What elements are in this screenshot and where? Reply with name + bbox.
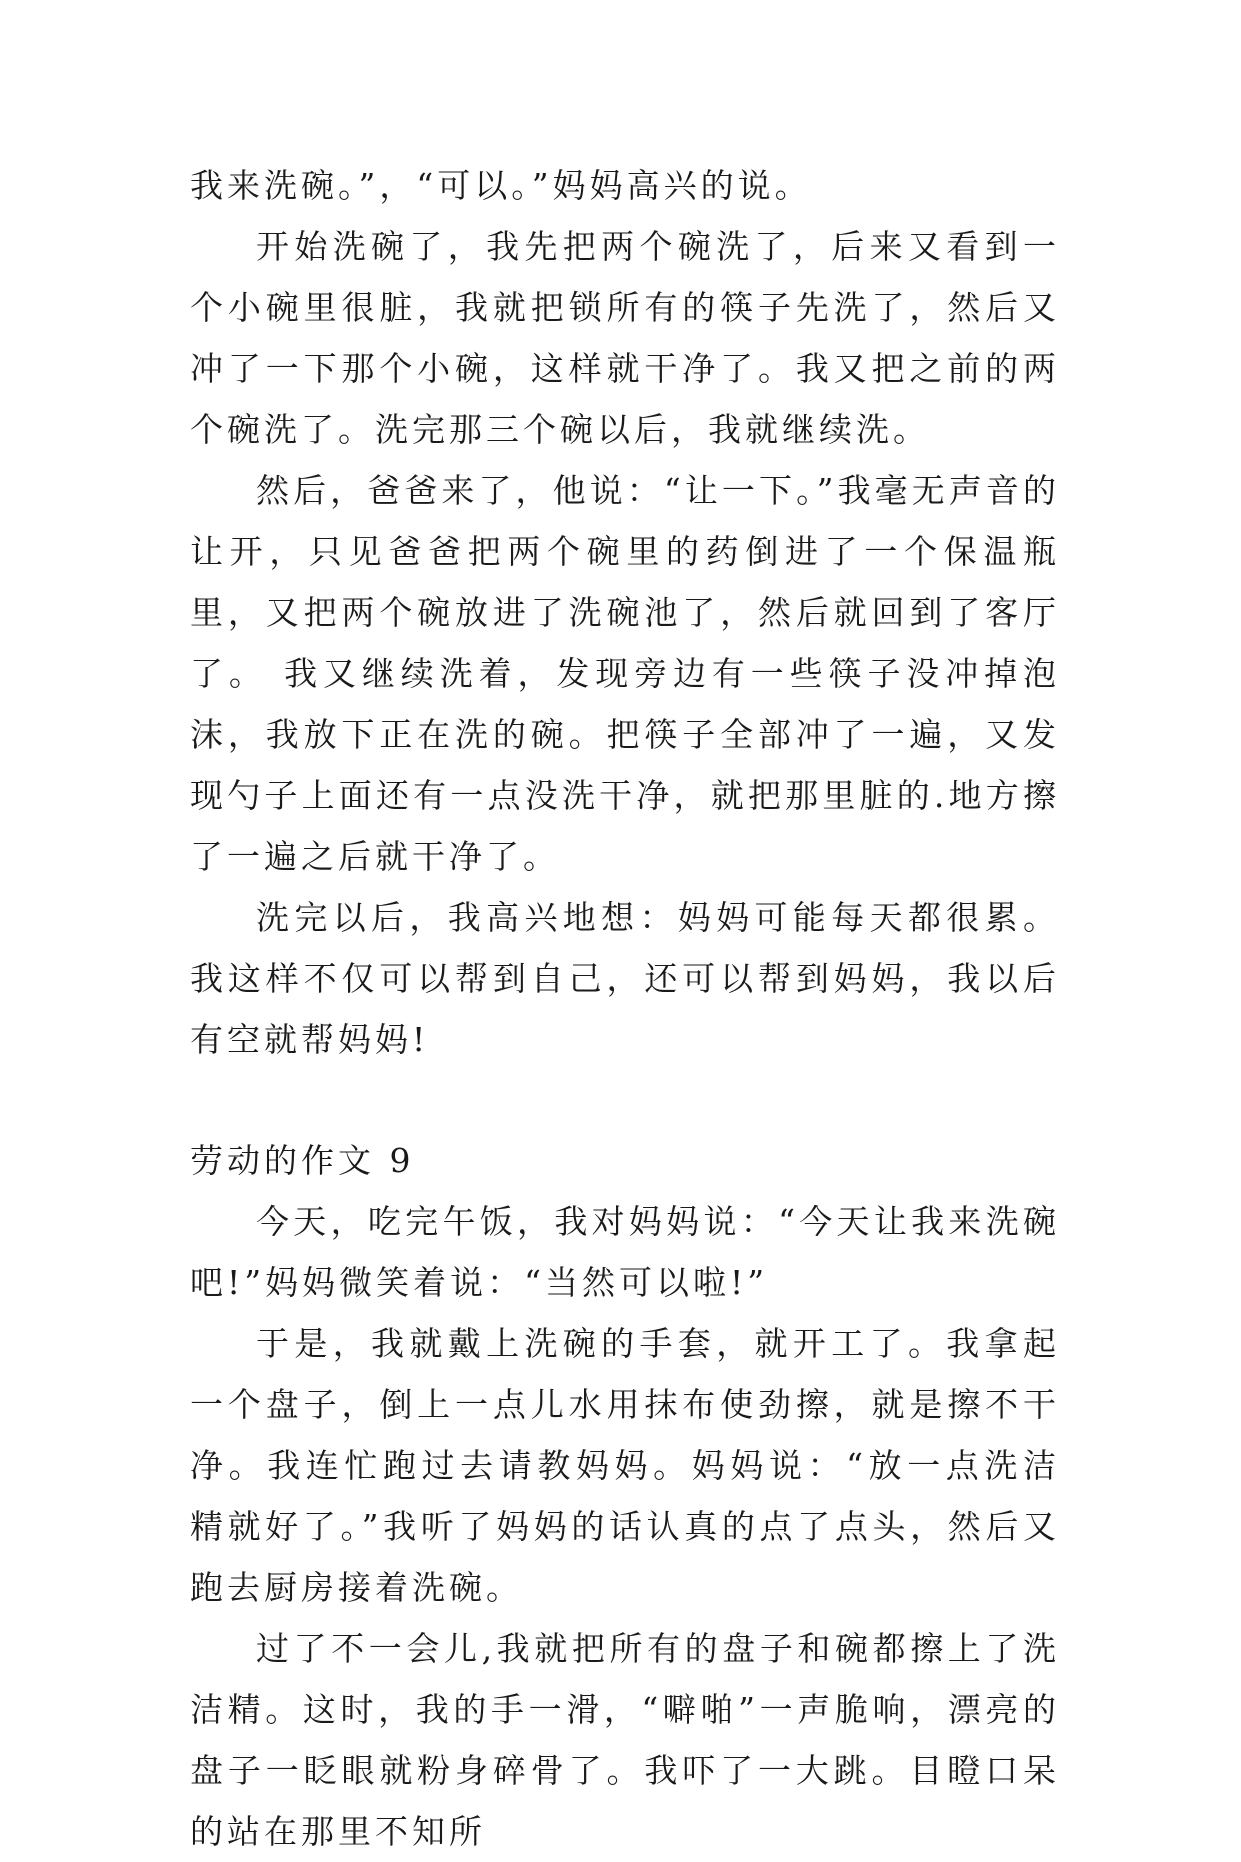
paragraph-4: 洗完以后，我高兴地想：妈妈可能每天都很累。我这样不仅可以帮到自己，还可以帮到妈妈，我以后有空就帮妈妈! — [190, 898, 1060, 1059]
paragraph-7: 过了不一会儿,我就把所有的盘子和碗都擦上了洗洁精。这时，我的手一滑，“噼啪”一声脆响，漂亮的盘子一眨眼就粉身碎骨了。我吓了一大跳。目瞪口呆的站在那里不知所 — [190, 1629, 1060, 1851]
section-gap — [190, 1070, 1060, 1130]
essay-body — [190, 155, 1060, 1862]
paragraph-5: 今天，吃完午饭，我对妈妈说：“今天让我来洗碗吧!”妈妈微笑着说：“当然可以啦!” — [190, 1202, 1060, 1302]
paragraph-6: 于是，我就戴上洗碗的手套，就开工了。我拿起一个盘子，倒上一点儿水用抹布使劲擦，就是擦不干净。我连忙跑过去请教妈妈。妈妈说：“放一点洗洁精就好了。”我听了妈妈的话认真的点了点头，然后又跑去厨房接着洗碗。 — [190, 1324, 1060, 1607]
paragraph-3: 然后，爸爸来了，他说：“让一下。”我毫无声音的让开，只见爸爸把两个碗里的药倒进了一个保温瓶里，又把两个碗放进了洗碗池了，然后就回到了客厅了。 我又继续洗着，发现旁边有一些筷子没冲掉泡沫，我放下正在洗的碗。把筷子全部冲了一遍，又发现勺子上面还有一点没洗干净，就把那里脏的.地方擦了一遍之后就干净了。 — [190, 471, 1060, 876]
section-title: 劳动的作文 9 — [190, 1141, 415, 1180]
paragraph-1: 我来洗碗。”，“可以。”妈妈高兴的说。 — [190, 166, 812, 205]
paragraph-2: 开始洗碗了，我先把两个碗洗了，后来又看到一个小碗里很脏，我就把锁所有的筷子先洗了，然后又冲了一下那个小碗，这样就干净了。我又把之前的两个碗洗了。洗完那三个碗以后，我就继续洗。 — [190, 227, 1060, 449]
